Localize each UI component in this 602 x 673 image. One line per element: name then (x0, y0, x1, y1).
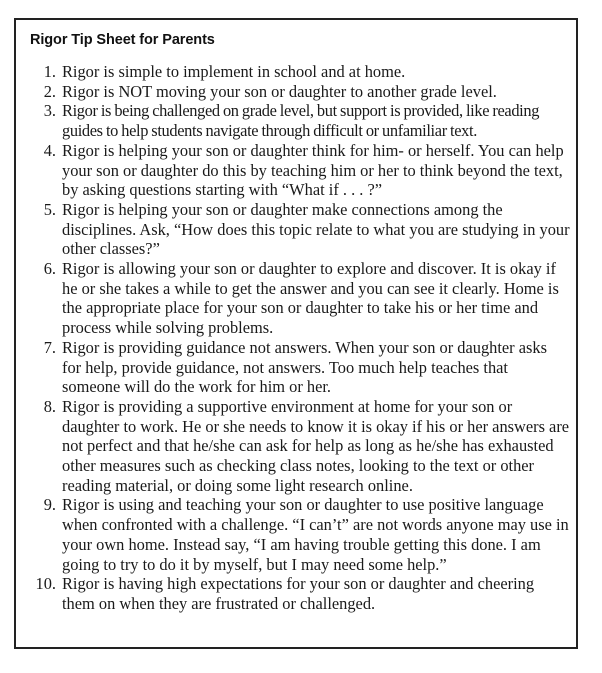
list-item-number: 10. (35, 574, 56, 594)
list-item (16, 82, 576, 102)
list-item (16, 141, 576, 200)
tip-list (16, 62, 576, 614)
list-item (16, 495, 576, 574)
list-item (16, 397, 576, 496)
list-item-text: Rigor is NOT moving your son or daughter to another grade level. (62, 81, 497, 101)
list-item-number: 9. (43, 495, 56, 515)
list-item-text: Rigor is using and teaching your son or daughter to use positive language when confronted with a challenge. “I can’t” are not words anyone may use in your own home. Instead say, “I am having trouble getting this done. I am going to try to do it by myself, but I may need some help.” (62, 495, 569, 574)
list-item (16, 338, 576, 397)
list-item (16, 200, 576, 259)
sheet-title: Rigor Tip Sheet for Parents (30, 32, 215, 48)
list-item-text: Rigor is allowing your son or daughter to explore and discover. It is okay if he or she takes a while to get the answer and you can see it clearly. Home is the appropriate place for your son or daughter to take his or her time and process while solving problems. (62, 259, 559, 338)
list-item (16, 259, 576, 338)
list-item (16, 574, 576, 613)
list-item-number: 1. (43, 62, 56, 81)
list-item-number: 5. (43, 199, 56, 219)
list-item-number: 8. (43, 396, 56, 416)
list-item-text: Rigor is having high expectations for your son or daughter and cheering them on when they are frustrated or challenged. (62, 574, 535, 613)
list-item (16, 62, 576, 82)
list-item-number: 2. (43, 81, 56, 101)
list-item-text: Rigor is providing a supportive environment at home for your son or daughter to work. He or she needs to know it is okay if his or her answers are not perfect and that he/she can ask for help as long as he/she has exhausted other measures such as checking class notes, looking to the text or other reading material, or doing some light research online. (62, 396, 570, 495)
list-item-text: Rigor is simple to implement in school and at home. (62, 62, 406, 81)
list-item-number: 6. (43, 259, 56, 279)
list-item-number: 4. (43, 140, 56, 160)
list-item-number: 3. (43, 101, 56, 121)
list-item (16, 101, 576, 140)
tip-sheet-box (14, 18, 578, 649)
list-item-number: 7. (43, 337, 56, 357)
list-item-text: Rigor is being challenged on grade level, but support is provided, like reading guides to help students navigate through difficult or unfamiliar text. (62, 101, 540, 141)
list-item-text: Rigor is helping your son or daughter think for him- or herself. You can help your son or daughter do this by teaching him or her to think beyond the text, by asking questions starting with “What if . . . ?” (62, 140, 564, 200)
list-item-text: Rigor is helping your son or daughter make connections among the disciplines. Ask, “How does this topic relate to what you are studying in your other classes?” (62, 199, 570, 259)
list-item-text: Rigor is providing guidance not answers. When your son or daughter asks for help, provide guidance, not answers. Too much help teaches that someone will do the work for him or her. (62, 337, 547, 397)
